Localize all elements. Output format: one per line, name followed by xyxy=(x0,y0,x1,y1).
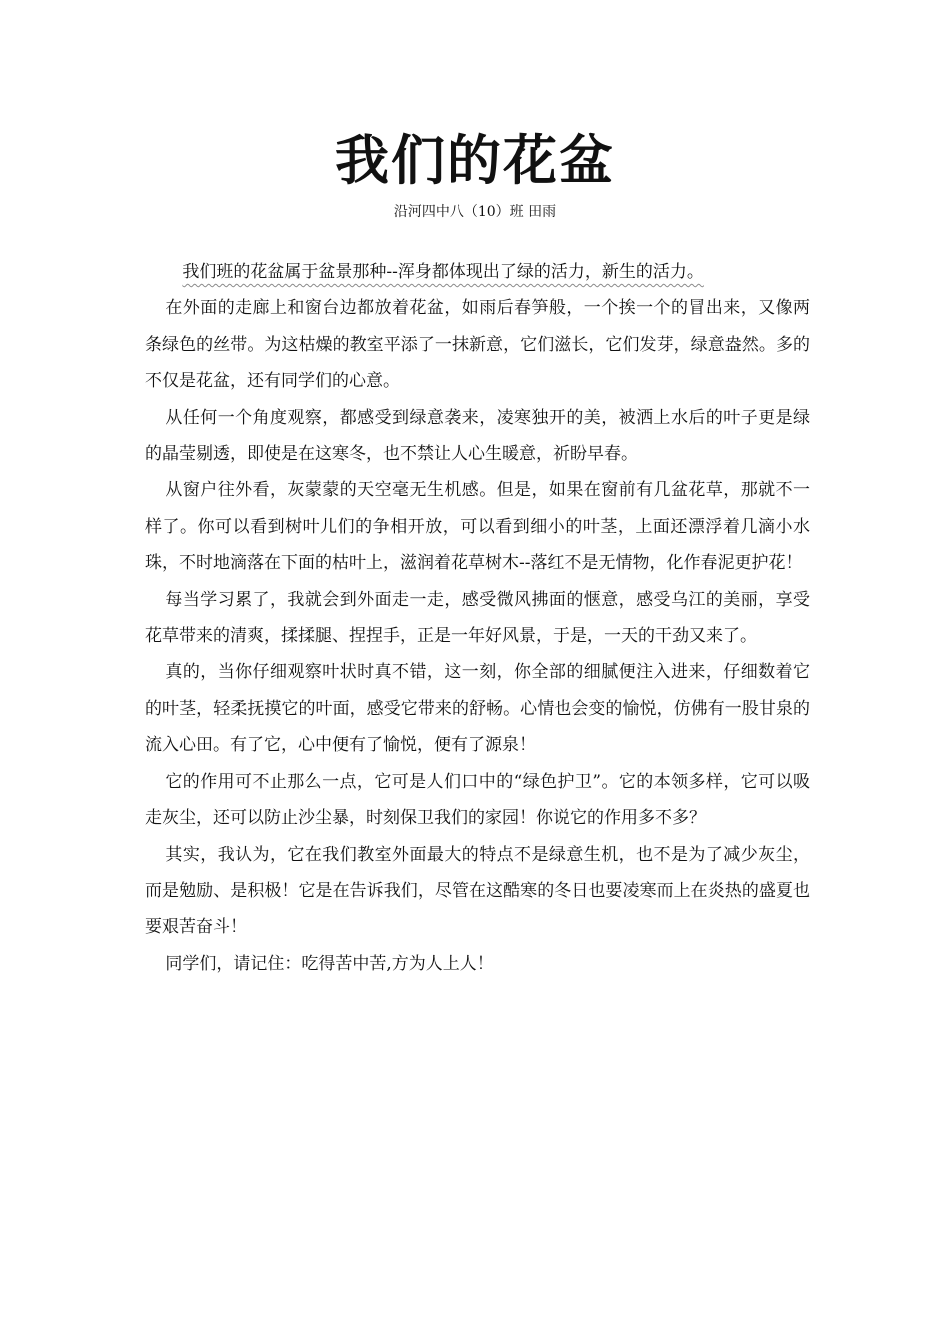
essay-body xyxy=(145,254,810,982)
author-byline: 沿河四中八（10）班 田雨 xyxy=(393,204,557,220)
paragraph-4: 从窗户往外看，灰蒙蒙的天空毫无生机感。但是，如果在窗前有几盆花草，那就不一样了。你可以看到树叶儿们的争相开放，可以看到细小的叶茎，上面还漂浮着几滴小水珠，不时地滴落在下面的枯叶上，滋润着花草树木--落红不是无情物，化作春泥更护花！ xyxy=(145,480,810,574)
paragraph-8: 其实，我认为，它在我们教室外面最大的特点不是绿意生机，也不是为了减少灰尘，而是勉励、是积极！它是在告诉我们，尽管在这酷寒的冬日也要凌寒而上在炎热的盛夏也要艰苦奋斗！ xyxy=(145,844,810,938)
paragraph-7: 它的作用可不止那么一点，它可是人们口中的“绿色护卫”。它的本领多样，它可以吸走灰尘，还可以防止沙尘暴，时刻保卫我们的家园！你说它的作用多不多？ xyxy=(145,771,810,829)
paragraph-6: 真的，当你仔细观察叶状时真不错，这一刻，你全部的细腻便注入进来，仔细数着它的叶茎，轻柔抚摸它的叶面，感受它带来的舒畅。心情也会变的愉悦，仿佛有一股甘泉的流入心田。有了它，心中便有了愉悦，便有了源泉！ xyxy=(145,662,810,756)
paragraph-5: 每当学习累了，我就会到外面走一走，感受微风拂面的惬意，感受乌江的美丽，享受花草带来的清爽，揉揉腿、捏捏手，正是一年好风景，于是，一天的干劲又来了。 xyxy=(145,589,810,647)
paragraph-2: 在外面的走廊上和窗台边都放着花盆，如雨后春笋般，一个挨一个的冒出来，又像两条绿色的丝带。为这枯燥的教室平添了一抹新意，它们滋长，它们发芽，绿意盎然。多的不仅是花盆，还有同学们的心意。 xyxy=(145,298,810,392)
paragraph-1: 我们班的花盆属于盆景那种--浑身都体现出了绿的活力，新生的活力。 xyxy=(182,262,704,282)
paragraph-3: 从任何一个角度观察，都感受到绿意袭来，凌寒独开的美，被洒上水后的叶子更是绿的晶莹剔透，即使是在这寒冬，也不禁让人心生暖意，祈盼早春。 xyxy=(145,407,810,465)
page-title: 我们的花盆 xyxy=(335,129,615,192)
paragraph-9: 同学们，请记住：吃得苦中苦,方为人上人！ xyxy=(165,953,494,974)
